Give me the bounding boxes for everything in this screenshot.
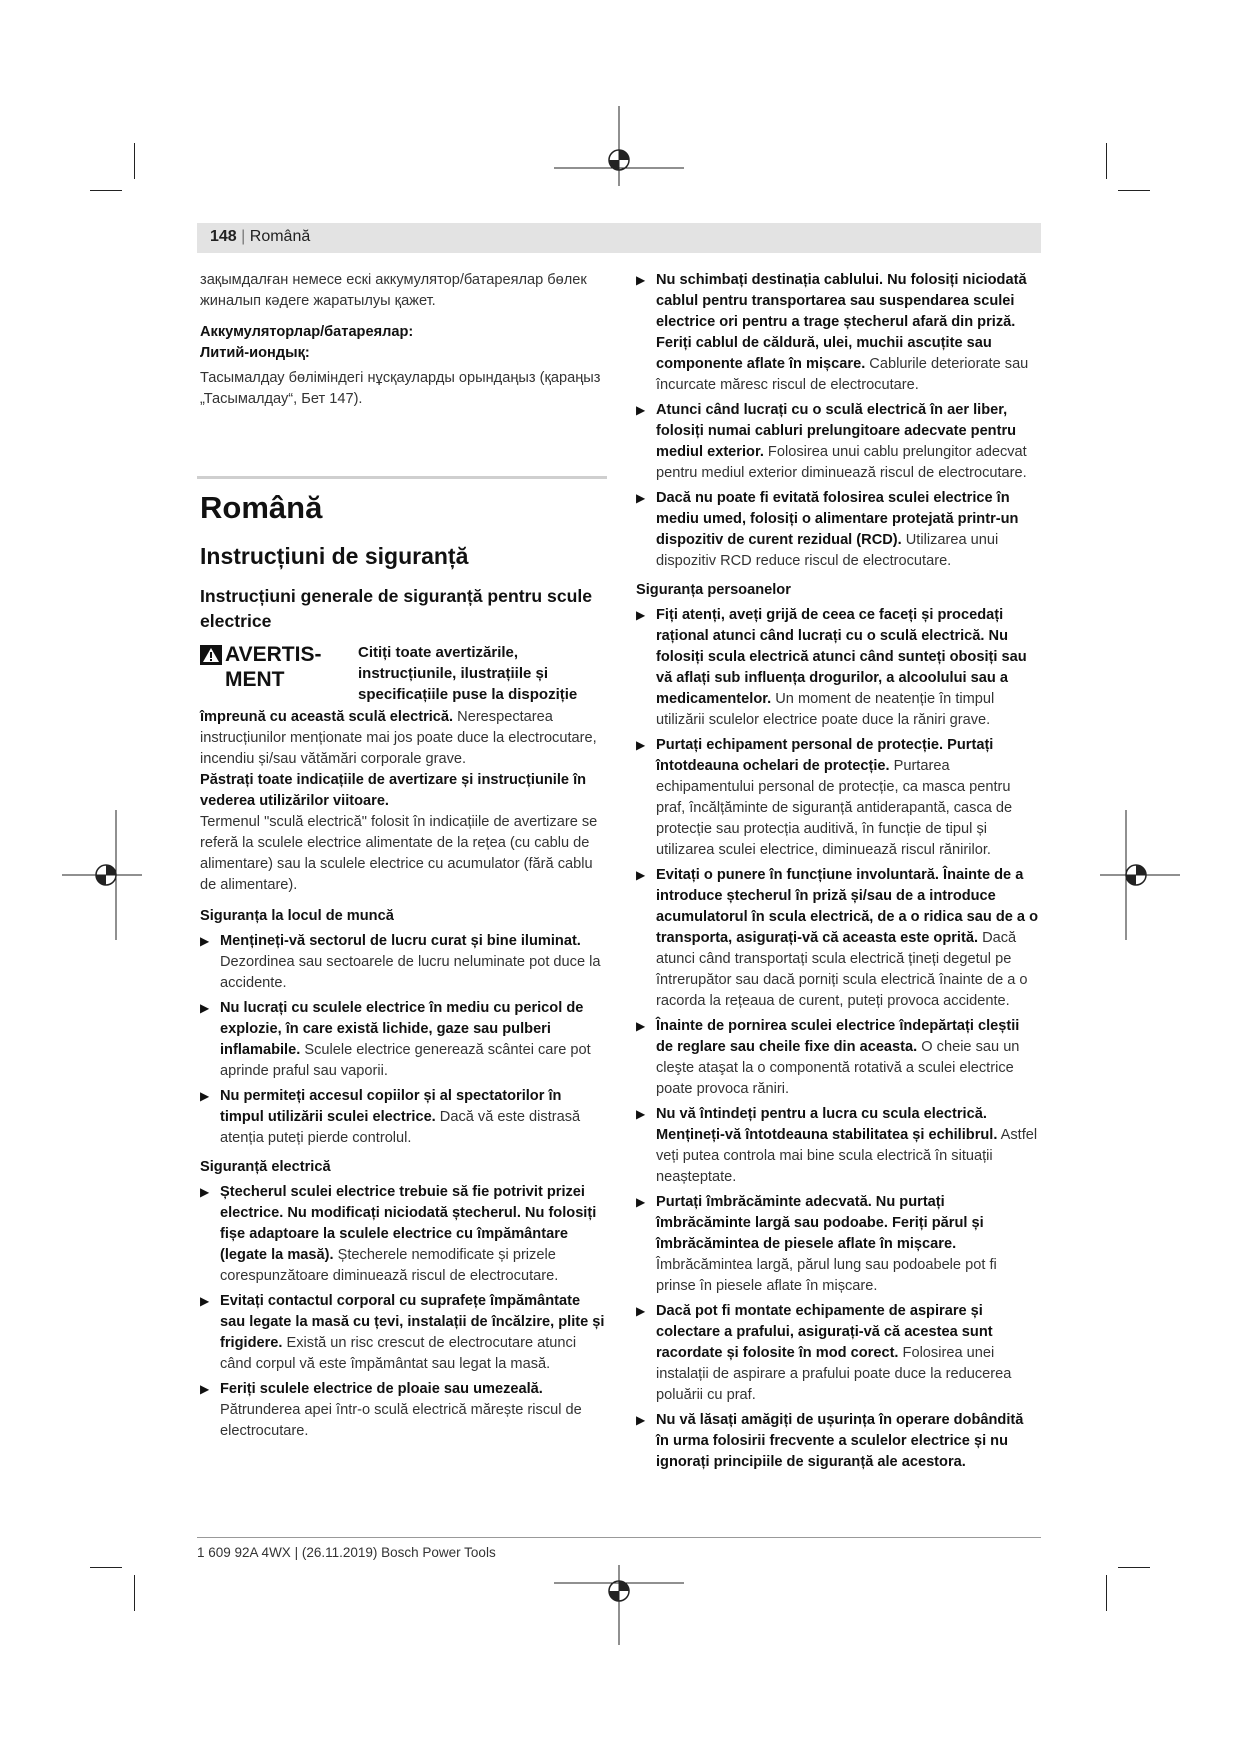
bullet-arrow-icon: ▶ <box>636 273 646 287</box>
subheading-workplace: Siguranța la locul de muncă <box>200 908 394 924</box>
warning-triangle-icon <box>200 645 222 665</box>
list-item: ▶ Nu vă întindeți pentru a lucra cu scula electrică. Mențineți-vă întotdeauna stabilitatea și echilibrul. Astfel veți putea controla mai bine scula electrică în situații neașteptate. <box>636 1106 1038 1185</box>
registration-mark-icon <box>62 810 142 940</box>
list-item: ▶ Înainte de pornirea sculei electrice îndepărtați cleștii de reglare sau cheile fixe din aceasta. O cheie sau un cleşte ataşat la o componentă rotativă a sculei electrice poate provoca răniri. <box>636 1018 1020 1097</box>
keep-instructions-text: Păstrați toate indicațiile de avertizare și instrucțiunile în vederea utilizărilor viitoare. <box>200 772 587 809</box>
bullet-arrow-icon: ▶ <box>636 1413 646 1427</box>
crop-mark <box>1118 1567 1150 1568</box>
bullet-arrow-icon: ▶ <box>636 403 646 417</box>
subheading-personal-safety: Siguranța persoanelor <box>636 582 791 598</box>
left-column-main <box>200 490 608 1446</box>
bullet-arrow-icon: ▶ <box>636 1019 646 1033</box>
bullet-arrow-icon: ▶ <box>200 1382 210 1396</box>
warning-block <box>200 642 608 705</box>
section-divider <box>197 476 607 479</box>
header-separator: | <box>241 228 246 245</box>
kk-continued-text: зақымдалған немесе ескі аккумулятор/батареялар бөлек жиналып кәдеге жаратылуы қажет. <box>200 272 587 309</box>
electrical-list-continued <box>636 270 1040 572</box>
crop-mark <box>1106 1575 1107 1611</box>
crop-mark <box>134 1575 135 1611</box>
workplace-list <box>200 931 608 1149</box>
bullet-arrow-icon: ▶ <box>200 1185 210 1199</box>
list-item: ▶ Nu vă lăsați amăgiți de ușurința în operare dobândită în urma folosirii frecvente a sculelor electrice și nu ignorați principiile de siguranță ale acestora. <box>636 1412 1024 1470</box>
page-header <box>210 228 310 246</box>
page-number: 148 <box>210 228 237 245</box>
registration-mark-icon <box>554 106 684 186</box>
crop-mark <box>134 143 135 179</box>
bullet-arrow-icon: ▶ <box>636 608 646 622</box>
right-column <box>636 270 1040 1477</box>
list-item: ▶ Nu permiteți accesul copiilor și al spectatorilor în timpul utilizării sculei electrice. Dacă vă este distrasă atenția puteți pierde controlul. <box>200 1088 581 1146</box>
warning-text: Citiți toate avertizările, instrucțiunile, ilustrațiile și specificațiile puse la dispoziție <box>358 644 578 703</box>
list-item: ▶ Ștecherul sculei electrice trebuie să fie potrivit prizei electrice. Nu modificați niciodată ștecherul. Nu folosiți fișe adaptoare la sculele electrice cu împământare (legate la masă). Ștecherele nemodificate și prizele corespunzătoare diminuează riscul de electrocutare. <box>200 1184 597 1284</box>
term-definition-text: Termenul "sculă electrică" folosit în indicațiile de avertizare se referă la sculele electrice alimentate de la rețea (cu cablu de alimentare) sau la sculele electrice cu acumulator (fără cablu de alimentare). <box>200 814 598 893</box>
personal-safety-list <box>636 605 1040 1473</box>
list-item: ▶ Purtați echipament personal de protecție. Purtați întotdeauna ochelari de protecție. Purtarea echipamentului personal de protecție, ca masca pentru praf, încălțăminte de siguranță antiderapantă, casca de protecție sau protecția auditivă, în funcție de tipul și utilizarea sculei electrice, diminuează riscul rănirilor. <box>636 737 1013 858</box>
subheading-electrical: Siguranță electrică <box>200 1159 331 1175</box>
bullet-arrow-icon: ▶ <box>636 1107 646 1121</box>
section-heading-romana: Română <box>200 490 323 525</box>
list-item: ▶ Nu lucrați cu sculele electrice în mediu cu pericol de explozie, în care există lichide, gaze sau pulberi inflamabile. Sculele electrice generează scântei care pot aprinde praful sau vaporii. <box>200 1000 591 1079</box>
bullet-arrow-icon: ▶ <box>200 1294 210 1308</box>
footer-rule <box>197 1537 1041 1538</box>
bullet-arrow-icon: ▶ <box>636 491 646 505</box>
list-item: ▶ Mențineți-vă sectorul de lucru curat și bine iluminat. Dezordinea sau sectoarele de lucru neluminate pot duce la accidente. <box>200 933 601 991</box>
list-item: ▶ Fiți atenți, aveți grijă de ceea ce faceți și procedați rațional atunci când lucrați cu o sculă electrică. Nu folosiți scula electrică atunci când sunteți obosiți sau vă aflați sub influența drogurilor, a alcoolului sau a medicamentelor. Un moment de neatenție în timpul utilizării sculelor electrice poate duce la răniri grave. <box>636 607 1027 728</box>
registration-mark-icon <box>554 1565 684 1645</box>
list-item: ▶ Feriți sculele electrice de ploaie sau umezeală. Pătrunderea apei într-o sculă electrică mărește riscul de electrocutare. <box>200 1381 582 1439</box>
crop-mark <box>1118 190 1150 191</box>
bullet-arrow-icon: ▶ <box>636 1195 646 1209</box>
footer-text: 1 609 92A 4WX | (26.11.2019) Bosch Power Tools <box>197 1545 496 1560</box>
registration-mark-icon <box>1100 810 1180 940</box>
bullet-arrow-icon: ▶ <box>636 1304 646 1318</box>
kk-transport-text: Тасымалдау бөліміндегі нұсқауларды орындаңыз (қараңыз „Тасымалдау“, Бет 147). <box>200 370 601 407</box>
list-item: ▶ Atunci când lucrați cu o sculă electrică în aer liber, folosiți numai cabluri prelungitoare adecvate pentru mediul exterior. Folosirea unui cablu prelungitor adecvat pentru mediul exterior diminuează riscul de electrocutare. <box>636 402 1027 481</box>
bullet-arrow-icon: ▶ <box>636 868 646 882</box>
bullet-arrow-icon: ▶ <box>636 738 646 752</box>
kk-subheading-batteries: Аккумуляторлар/батареялар: <box>200 324 414 340</box>
list-item: ▶ Purtați îmbrăcăminte adecvată. Nu purtați îmbrăcăminte largă sau podoabe. Feriți părul și îmbrăcămintea de piesele aflate în mișcare. Îmbrăcămintea largă, părul lung sau podoabele pot fi prinse în piesele aflate în mișcare. <box>636 1194 997 1294</box>
heading-general-safety: Instrucțiuni generale de siguranță pentru scule electrice <box>200 586 593 631</box>
warning-continued: împreună cu această sculă electrică. Nerespectarea instrucțiunilor menționate mai jos poate duce la electrocutare, incendiu și/sau vătămări corporale grave. <box>200 709 597 767</box>
warning-label <box>200 642 358 705</box>
page-header-bar <box>197 223 1041 253</box>
warning-label-text: AVERTIS- MENT <box>225 643 322 691</box>
left-column <box>200 270 608 410</box>
list-item: ▶ Evitați o punere în funcțiune involuntară. Înainte de a introduce ștecherul în priză și/sau de a introduce acumulatorul în scula electrică, de a o ridica sau de a o transporta, asigurați-vă că aceasta este oprită. Dacă atunci când transportați scula electrică țineți degetul pe întrerupător sau dacă porniți scula electrică înainte de a o racorda la rețeaua de curent, puteți provoca accidente. <box>636 867 1039 1009</box>
electrical-list <box>200 1182 608 1442</box>
bullet-arrow-icon: ▶ <box>200 1001 210 1015</box>
kk-subheading-lithium: Литий-иондық: <box>200 345 310 361</box>
crop-mark <box>90 190 122 191</box>
crop-mark <box>1106 143 1107 179</box>
list-item: ▶ Dacă nu poate fi evitată folosirea sculei electrice în mediu umed, folosiți o alimentare protejată printr-un dispozitiv de curent rezidual (RCD). Utilizarea unui dispozitiv RCD reduce riscul de electrocutare. <box>636 490 1019 569</box>
list-item: ▶ Evitați contactul corporal cu suprafețe împământate sau legate la masă cu țevi, instalații de încălzire, plite și frigidere. Există un risc crescut de electrocutare atunci când corpul vă este împământat sau legat la masă. <box>200 1293 605 1372</box>
header-language: Română <box>249 228 311 245</box>
crop-mark <box>90 1567 122 1568</box>
list-item: ▶ Nu schimbați destinația cablului. Nu folosiți niciodată cablul pentru transportarea sau suspendarea sculei electrice ori pentru a trage ștecherul afară din priză. Feriți cablul de căldură, ulei, muchii ascuțite sau componente aflate în mișcare. Cablurile deteriorate sau încurcate măresc riscul de electrocutare. <box>636 272 1029 393</box>
heading-safety-instructions: Instrucțiuni de siguranță <box>200 543 469 569</box>
bullet-arrow-icon: ▶ <box>200 1089 210 1103</box>
bullet-arrow-icon: ▶ <box>200 934 210 948</box>
list-item: ▶ Dacă pot fi montate echipamente de aspirare și colectare a prafului, asigurați-vă că acestea sunt racordate și folosite în mod corect. Folosirea unei instalații de aspirare a prafului poate duce la reducerea poluării cu praf. <box>636 1303 1012 1403</box>
